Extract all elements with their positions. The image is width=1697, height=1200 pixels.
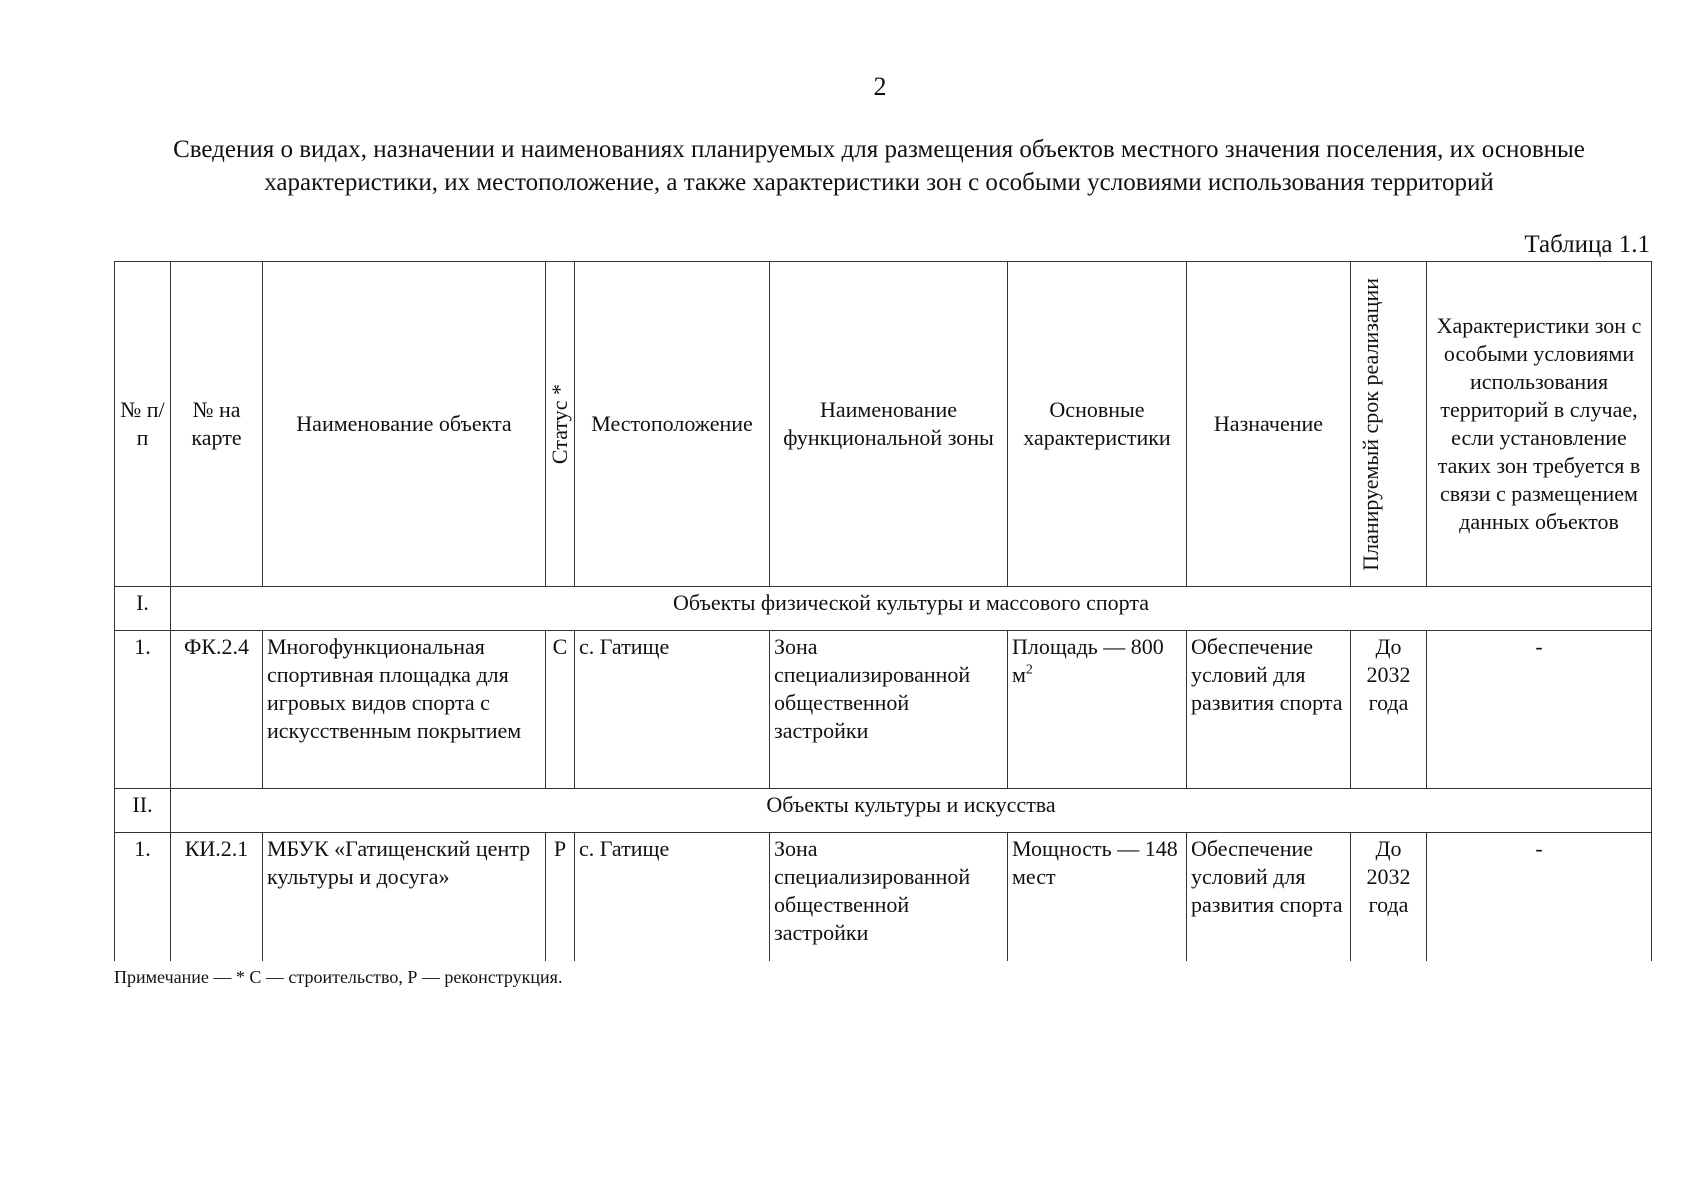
row-status: С (546, 631, 575, 789)
row-location: с. Гатище (575, 631, 770, 789)
section-row-sport (115, 587, 1652, 631)
row-special-zones: - (1427, 833, 1652, 961)
header-term-label: Планируемый срок реализации (1357, 277, 1383, 571)
header-num: № п/п (115, 262, 171, 587)
header-location: Местоположение (575, 262, 770, 587)
header-name: Наименование объекта (263, 262, 546, 587)
section-num: I. (115, 587, 171, 631)
table-row (115, 833, 1652, 961)
row-status: Р (546, 833, 575, 961)
header-map-num: № на карте (171, 262, 263, 587)
header-status-label: Статус * (547, 383, 572, 465)
table-caption: Таблица 1.1 (1524, 231, 1650, 258)
row-num: 1. (115, 631, 171, 789)
section-title: Объекты физической культуры и массового спорта (171, 587, 1652, 631)
section-row-culture (115, 789, 1652, 833)
row-num: 1. (115, 833, 171, 961)
section-title: Объекты культуры и искусства (171, 789, 1652, 833)
row-map-num: КИ.2.1 (171, 833, 263, 961)
row-location: с. Гатище (575, 833, 770, 961)
header-special-zones: Характеристики зон с особыми условиями использования территорий в случае, если установление таких зон требуется в связи с размещением данных объектов (1427, 262, 1652, 587)
table-row (115, 631, 1652, 789)
row-term: До 2032 года (1351, 631, 1427, 789)
row-object-name: Многофункциональная спортивная площадка для игровых видов спорта с искусственным покрытием (263, 631, 546, 789)
row-purpose: Обеспечение условий для развития спорта (1187, 833, 1351, 961)
document-title: Сведения о видах, назначении и наименованиях планируемых для размещения объектов местного значения поселения, их основные характеристики, их местоположение, а также характеристики зон с особыми условиями использования территорий (173, 136, 1585, 196)
row-object-name: МБУК «Гатищенский центр культуры и досуга» (263, 833, 546, 961)
header-zone: Наименование функциональной зоны (770, 262, 1008, 587)
row-characteristics (1008, 631, 1187, 789)
header-purpose: Назначение (1187, 262, 1351, 587)
table-header-row (115, 262, 1652, 587)
row-characteristics: Мощность — 148 мест (1008, 833, 1187, 961)
row-zone: Зона специализированной общественной застройки (770, 833, 1008, 961)
row-zone: Зона специализированной общественной застройки (770, 631, 1008, 789)
page-number: 2 (873, 72, 887, 101)
header-status (546, 262, 575, 587)
row-purpose: Обеспечение условий для развития спорта (1187, 631, 1351, 789)
objects-table (114, 261, 1652, 961)
section-num: II. (115, 789, 171, 833)
header-term (1351, 262, 1427, 587)
table-note: Примечание — * С — строительство, Р — реконструкция. (114, 967, 563, 987)
row-term: До 2032 года (1351, 833, 1427, 961)
row-map-num: ФК.2.4 (171, 631, 263, 789)
row-characteristics-text: Площадь — 800 м (1012, 634, 1164, 687)
row-characteristics-superscript: 2 (1025, 662, 1033, 678)
header-characteristics: Основные характеристики (1008, 262, 1187, 587)
row-special-zones: - (1427, 631, 1652, 789)
